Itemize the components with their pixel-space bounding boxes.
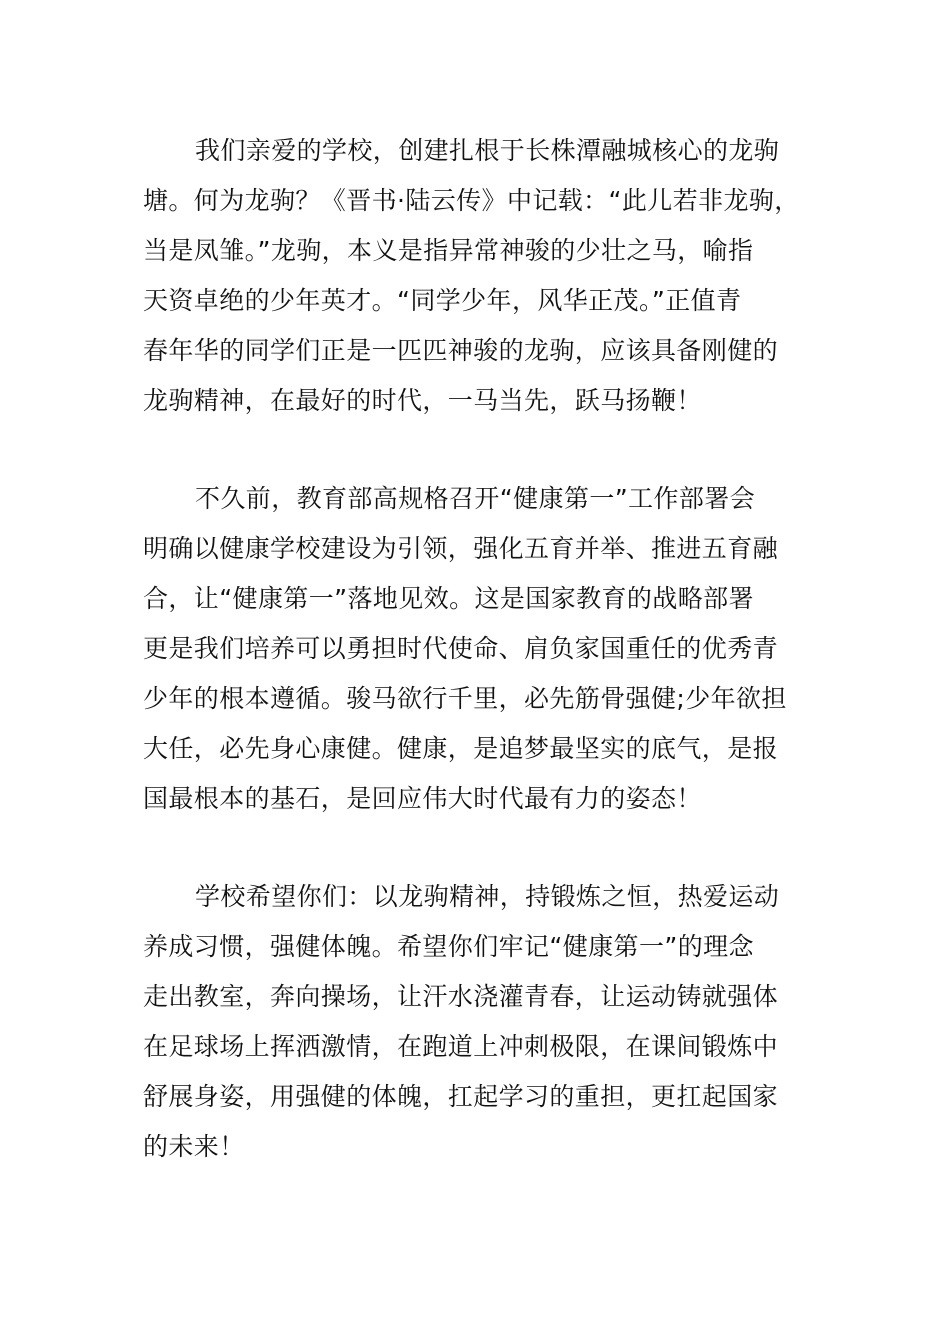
paragraph-line: 大任，必先身心康健。健康，是追梦最坚实的底气，是报	[143, 734, 779, 763]
paragraph-line: 在足球场上挥洒激情，在跑道上冲刺极限，在课间锻炼中	[143, 1032, 779, 1061]
paragraph-line: 天资卓绝的少年英才。“同学少年，风华正茂。”正值青	[143, 286, 742, 315]
paragraph-line: 国最根本的基石，是回应伟大时代最有力的姿态！	[143, 784, 702, 813]
paragraph-line: 走出教室，奔向操场，让汗水浇灌青春，让运动铸就强体	[143, 982, 779, 1011]
paragraph-3	[143, 872, 813, 1172]
paragraph-line: 当是凤雏。”龙驹，本义是指异常神骏的少壮之马，喻指	[143, 236, 754, 265]
paragraph-line: 学校希望你们：以龙驹精神，持锻炼之恒，热爱运动	[195, 882, 780, 911]
paragraph-line: 塘。何为龙驹？《晋书·陆云传》中记载：“此儿若非龙驹，	[143, 186, 800, 215]
paragraph-line: 我们亲爱的学校，创建扎根于长株潭融城核心的龙驹	[195, 136, 780, 165]
paragraph-line: 春年华的同学们正是一匹匹神骏的龙驹，应该具备刚健的	[143, 336, 779, 365]
paragraph-line: 更是我们培养可以勇担时代使命、肩负家国重任的优秀青	[143, 634, 779, 663]
paragraph-line: 舒展身姿，用强健的体魄，扛起学习的重担，更扛起国家	[143, 1082, 779, 1111]
paragraph-line: 明确以健康学校建设为引领，强化五育并举、推进五育融	[143, 534, 779, 563]
paragraph-line: 的未来！	[143, 1132, 245, 1161]
paragraph-line: 养成习惯，强健体魄。希望你们牢记“健康第一”的理念	[143, 932, 754, 961]
paragraph-line: 少年的根本遵循。骏马欲行千里，必先筋骨强健;少年欲担	[143, 684, 787, 713]
paragraph-line: 合，让“健康第一”落地见效。这是国家教育的战略部署	[143, 584, 754, 613]
paragraph-line: 龙驹精神，在最好的时代，一马当先，跃马扬鞭！	[143, 386, 702, 415]
paragraph-1	[143, 126, 813, 426]
paragraph-2	[143, 474, 813, 824]
paragraph-line: 不久前，教育部高规格召开“健康第一”工作部署会	[195, 484, 756, 513]
